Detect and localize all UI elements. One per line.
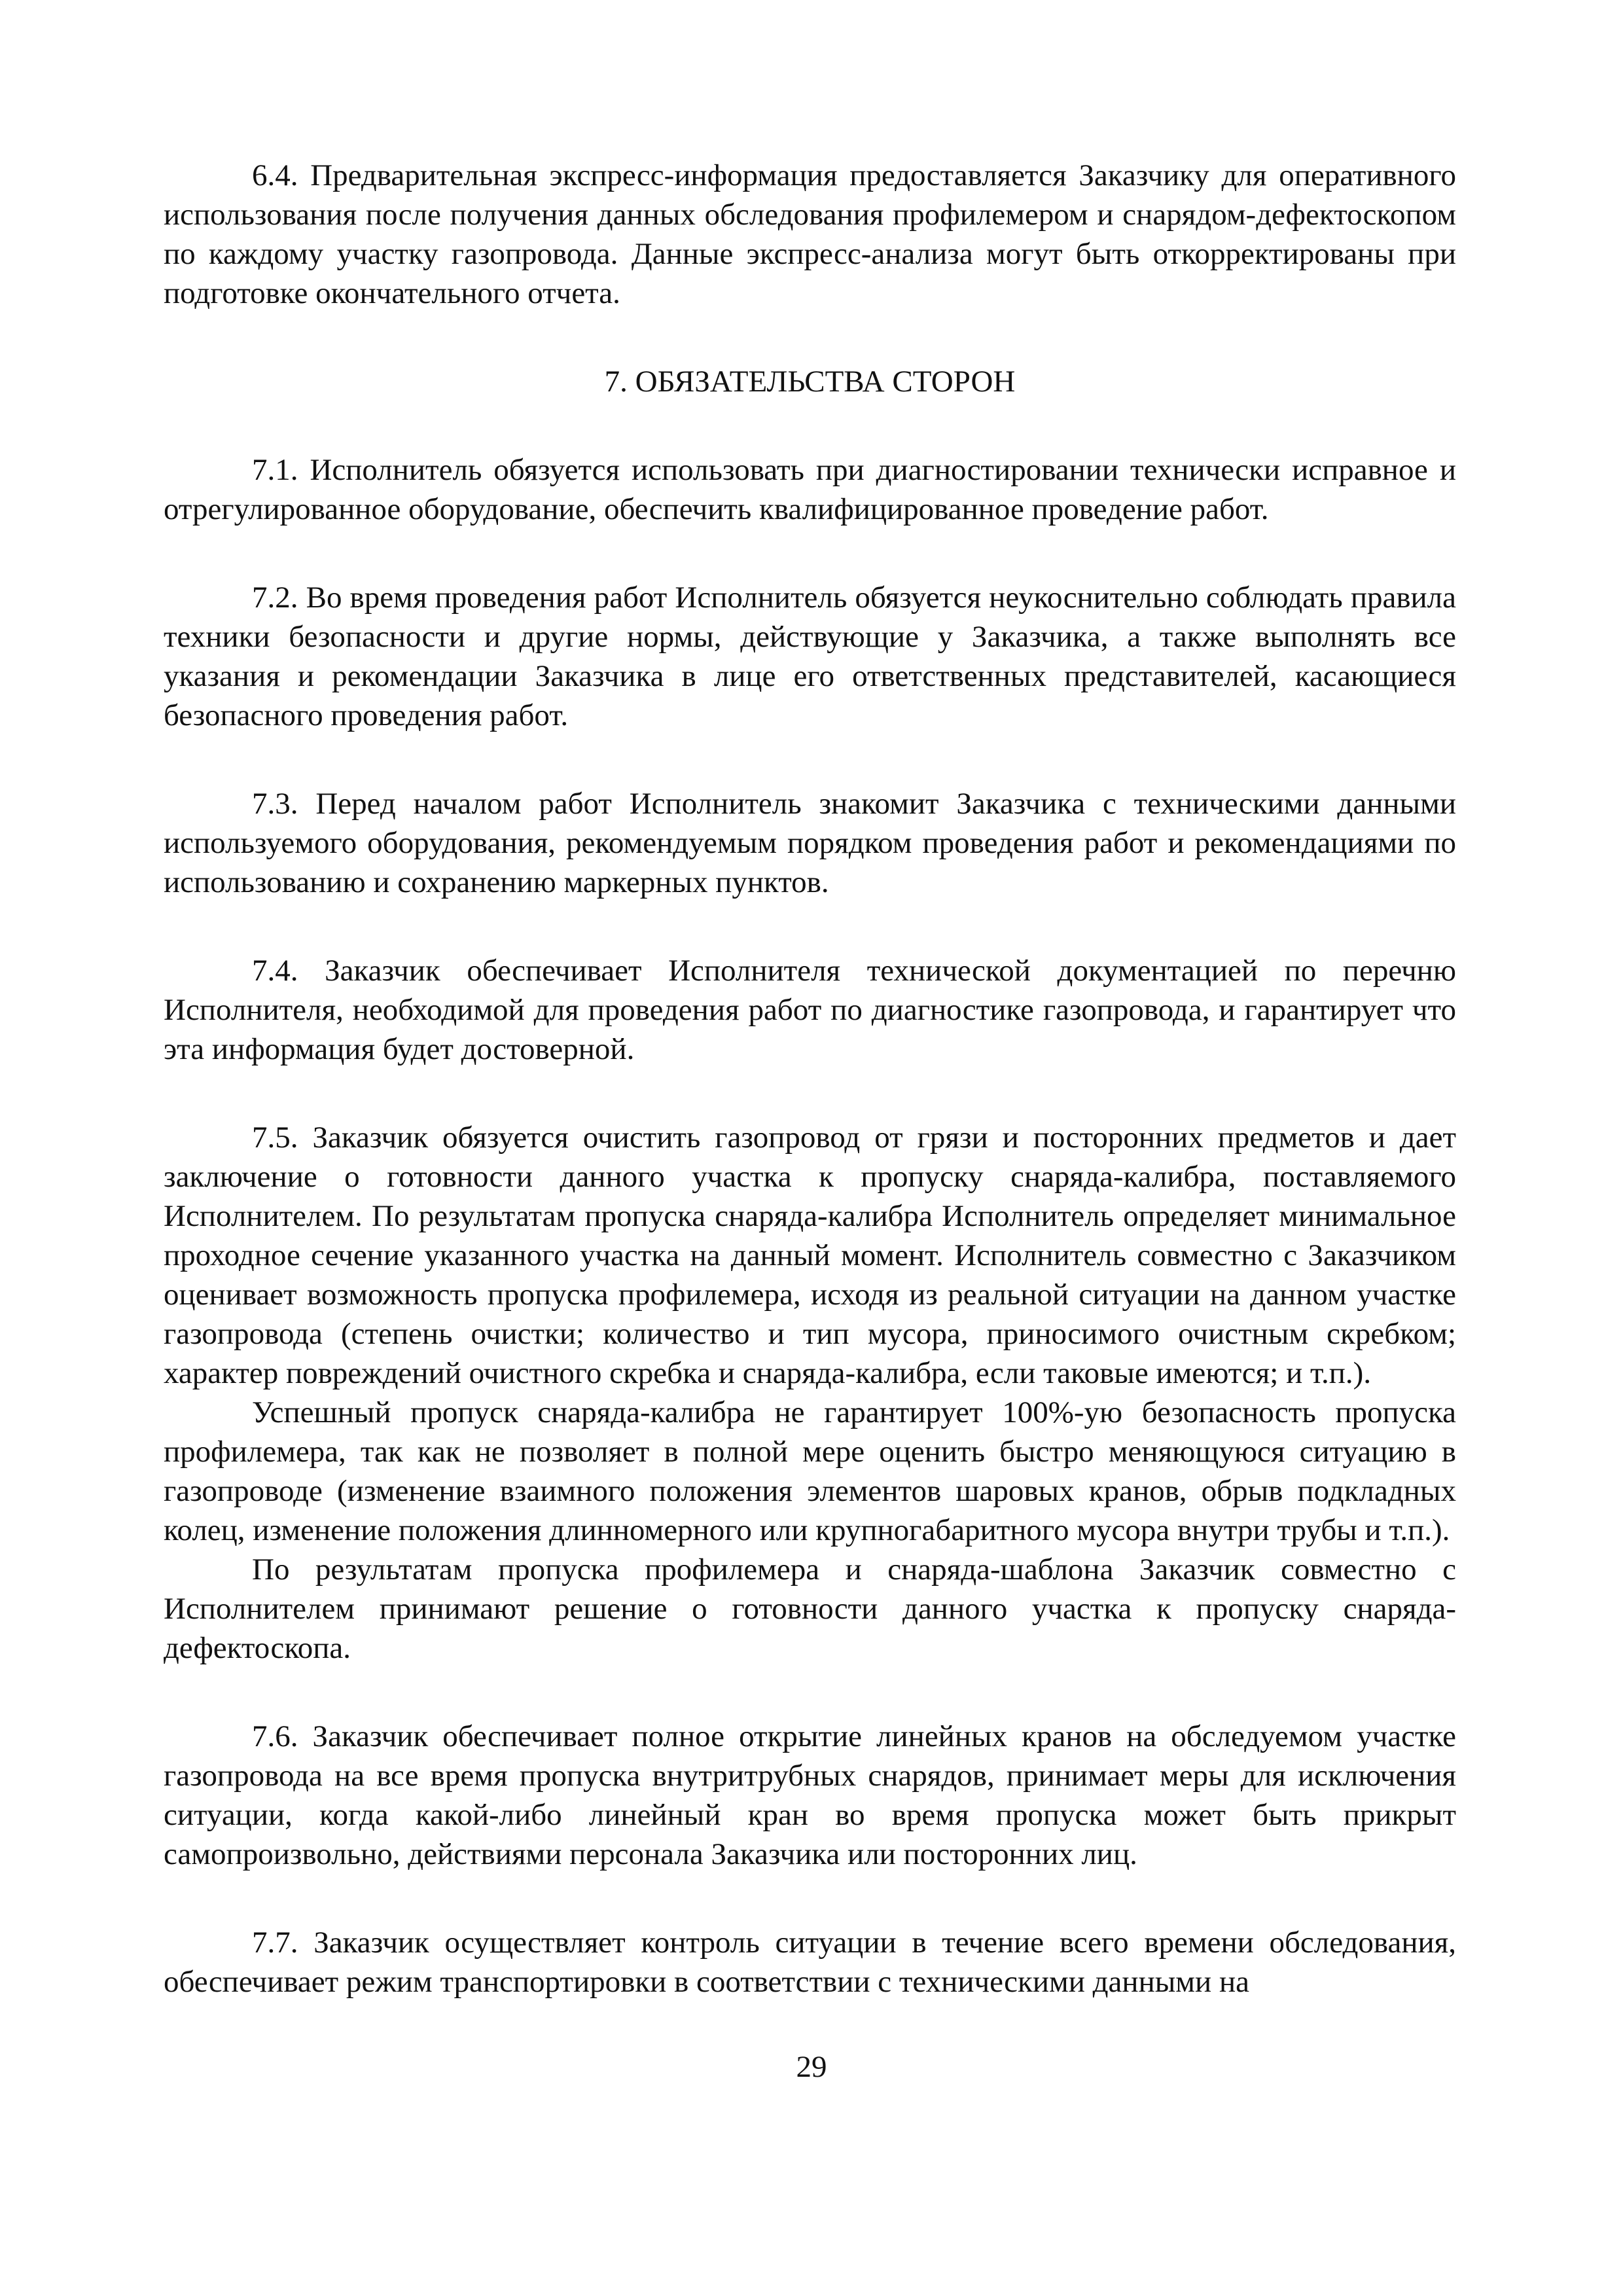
paragraph-7-5-continued: Успешный пропуск снаряда-калибра не гарантирует 100%-ую безопасность пропуска профилемера, так как не позволяет в полной мере оценить быстро меняющуюся ситуацию в газопроводе (изменение взаимного положения элементов шаровых кранов, обрыв подкладных колец, изменение положения длинномерного или крупногабаритного мусора внутри трубы и т.п.). — [164, 1395, 1456, 1547]
document-page — [164, 156, 1456, 2001]
paragraph-7-5: 7.5. Заказчик обязуется очистить газопровод от грязи и посторонних предметов и дает заключение о готовности данного участка к пропуску снаряда-калибра, поставляемого Исполнителем. По результатам пропуска снаряда-калибра Исполнитель определяет минимальное проходное сечение указанного участка на данный момент. Исполнитель совместно с Заказчиком оценивает возможность пропуска профилемера, исходя из реальной ситуации на данном участке газопровода (степень очистки; количество и тип мусора, приносимого очистным скребком; характер повреждений очистного скребка и снаряда-калибра, если таковые имеются; и т.п.). — [164, 1121, 1456, 1390]
paragraph-7-1: 7.1. Исполнитель обязуется использовать при диагностировании технически исправное и отрегулированное оборудование, обеспечить квалифицированное проведение работ. — [164, 453, 1456, 526]
paragraph-7-2: 7.2. Во время проведения работ Исполнитель обязуется неукоснительно соблюдать правила техники безопасности и другие нормы, действующие у Заказчика, а также выполнять все указания и рекомендации Заказчика в лице его ответственных представителей, касающиеся безопасного проведения работ. — [164, 581, 1456, 732]
section-heading: 7. ОБЯЗАТЕЛЬСТВА СТОРОН — [604, 365, 1016, 399]
paragraph-7-6: 7.6. Заказчик обеспечивает полное открытие линейных кранов на обследуемом участке газопровода на все время пропуска внутритрубных снарядов, принимает меры для исключения ситуации, когда какой-либо линейный кран во время пропуска может быть прикрыт самопроизвольно, действиями персонала Заказчика или посторонних лиц. — [164, 1719, 1456, 1871]
paragraph-7-7: 7.7. Заказчик осуществляет контроль ситуации в течение всего времени обследования, обеспечивает режим транспортировки в соответствии с техническими данными на — [164, 1926, 1456, 1999]
paragraph-7-5-conclusion: По результатам пропуска профилемера и снаряда-шаблона Заказчик совместно с Исполнителем принимают решение о готовности данного участка к пропуску снаряда-дефектоскопа. — [164, 1552, 1456, 1665]
paragraph-7-3: 7.3. Перед началом работ Исполнитель знакомит Заказчика с техническими данными используемого оборудования, рекомендуемым порядком проведения работ и рекомендациями по использованию и сохранению маркерных пунктов. — [164, 787, 1456, 899]
paragraph-6-4: 6.4. Предварительная экспресс-информация предоставляется Заказчику для оперативного использования после получения данных обследования профилемером и снарядом-дефектоскопом по каждому участку газопровода. Данные экспресс-анализа могут быть откорректированы при подготовке окончательного отчета. — [164, 158, 1456, 310]
page-number: 29 — [796, 2050, 827, 2084]
paragraph-7-4: 7.4. Заказчик обеспечивает Исполнителя технической документацией по перечню Исполнителя, необходимой для проведения работ по диагностике газопровода, и гарантирует что эта информация будет достоверной. — [164, 954, 1456, 1066]
